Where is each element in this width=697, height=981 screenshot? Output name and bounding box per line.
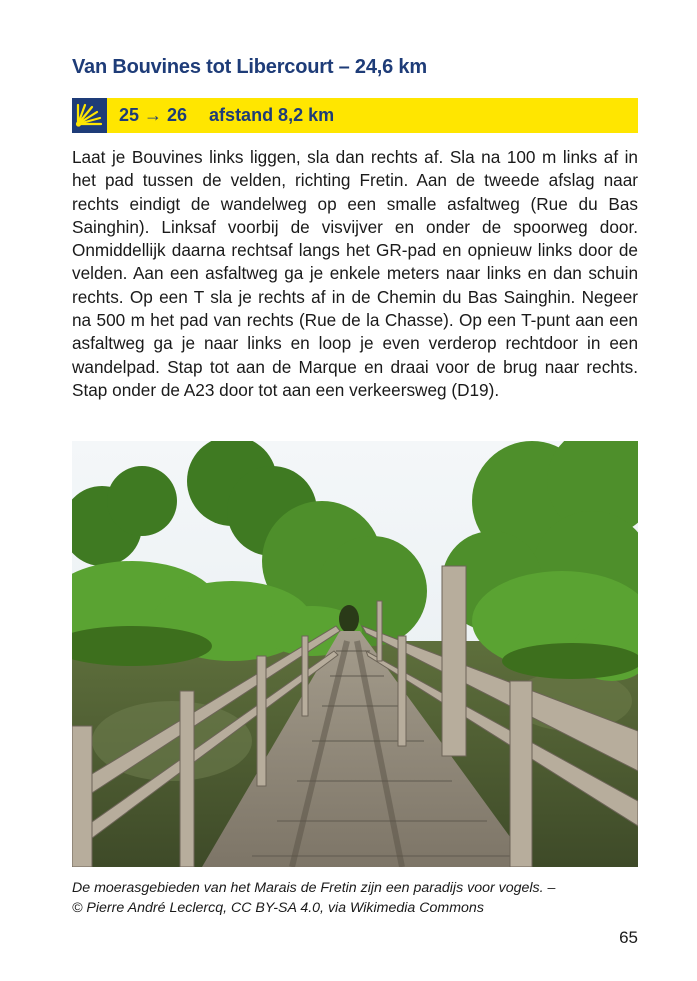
caption-line-2: © Pierre André Leclercq, CC BY-SA 4.0, via Wikimedia Commons [72, 900, 484, 916]
stage-range: 25 → 26 [119, 105, 188, 125]
boardwalk-photo [72, 441, 638, 867]
route-description: Laat je Bouvines links liggen, sla dan rechts af. Sla na 100 m links af in het pad tussen de velden, richting Fretin. Aan de tweede afslag naar rechts eindigt de wandelweg op een smalle asfaltweg (Rue du Bas Sainghin). Linksaf voorbij de visvijver en onder de spoorweg door. Onmiddellijk daarna rechtsaf langs het GR-pad en opnieuw links door de velden. Aan een asfaltweg ga je enkele meters naar links en dan schuin rechts. Op een T sla je rechts af in de Chemin du Bas Sainghin. Negeer na 500 m het pad van rechts (Rue de la Chasse). Op een T-punt aan een asfaltweg ga je naar links en loop je even verderop rechtdoor in een wandelpad. Stap tot aan de Marque en draai voor de brug naar rechts. Stap onder de A23 door tot aan een verkeersweg (D19). [72, 147, 638, 400]
scallop-shell-icon [72, 98, 107, 133]
stage-distance: afstand 8,2 km [209, 105, 335, 125]
photo-caption [72, 878, 638, 918]
stage-bar [72, 98, 638, 133]
caption-line-1: De moerasgebieden van het Marais de Fretin zijn een paradijs voor vogels. – [72, 880, 556, 896]
page-title: Van Bouvines tot Libercourt – 24,6 km [72, 56, 427, 78]
page-number: 65 [619, 928, 638, 947]
